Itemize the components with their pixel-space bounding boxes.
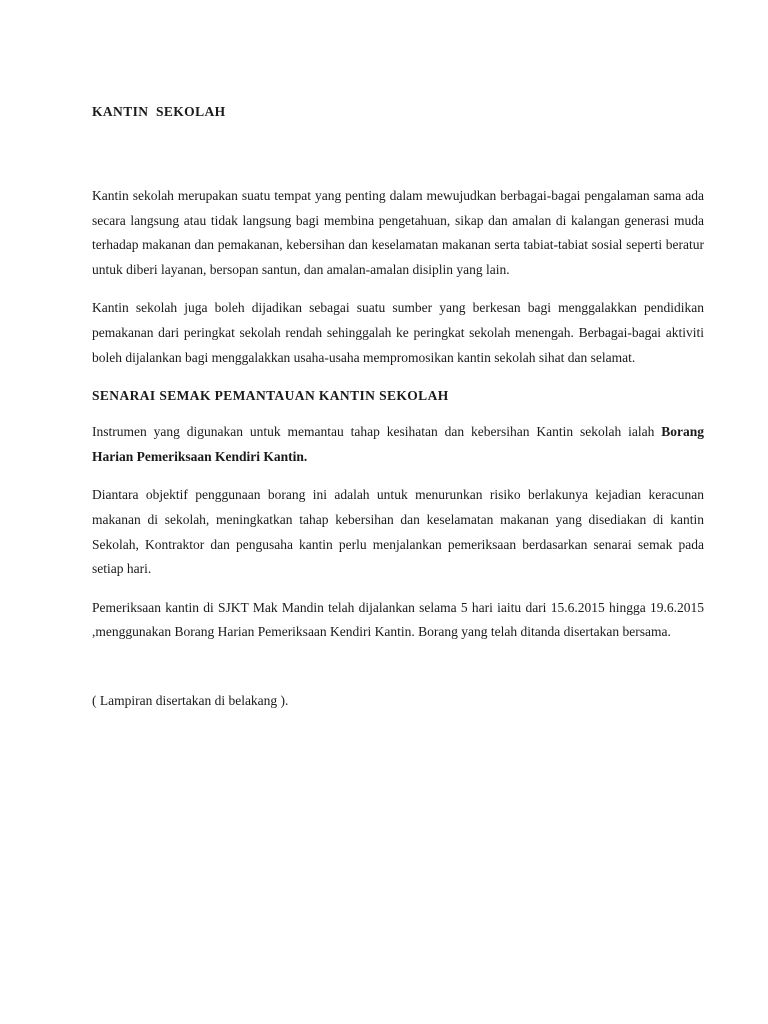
instrument-text: Instrumen yang digunakan untuk memantau tahap kesihatan dan kebersihan Kantin sekolah ialah xyxy=(92,424,655,440)
inspection-paragraph: Pemeriksaan kantin di SJKT Mak Mandin telah dijalankan selama 5 hari iaitu dari 15.6.2015 hingga 19.6.2015 ,menggunakan Borang Harian Pemeriksaan Kendiri Kantin. Borang yang telah ditanda disertakan bersama. xyxy=(92,599,704,640)
objective-paragraph: Diantara objektif penggunaan borang ini adalah untuk menurunkan risiko berlakunya kejadian keracunan makanan di sekolah, meningkatkan tahap kebersihan dan keselamatan makanan yang disediakan di kantin Sekolah, Kontraktor dan pengusaha kantin perlu menjalankan pemeriksaan berdasarkan senarai semak pada setiap hari. xyxy=(92,487,704,577)
section-heading: SENARAI SEMAK PEMANTAUAN KANTIN SEKOLAH xyxy=(92,388,449,404)
document-body xyxy=(92,100,704,726)
intro-paragraph-1: Kantin sekolah merupakan suatu tempat yang penting dalam mewujudkan berbagai-bagai pengalaman sama ada secara langsung atau tidak langsung bagi membina pengetahuan, sikap dan amalan di kalangan generasi muda terhadap makanan dan pemakanan, kebersihan dan keselamatan makanan serta tabiat-tabiat sosial seperti beratur untuk diberi layanan, bersopan santun, dan amalan-amalan disiplin yang lain. xyxy=(92,188,704,277)
attachment-note: ( Lampiran disertakan di belakang ). xyxy=(92,692,289,708)
intro-paragraph-2: Kantin sekolah juga boleh dijadikan sebagai suatu sumber yang berkesan bagi menggalakkan pendidikan pemakanan dari peringkat sekolah rendah sehinggalah ke peringkat sekolah menengah. Berbagai-bagai aktiviti boleh dijalankan bagi menggalakkan usaha-usaha mempromosikan kantin sekolah sihat dan selamat. xyxy=(92,300,704,365)
instrument-name: Borang Harian Pemeriksaan Kendiri Kantin. xyxy=(92,424,705,464)
instrument-paragraph xyxy=(92,420,704,469)
document-title: KANTIN SEKOLAH xyxy=(92,104,226,119)
